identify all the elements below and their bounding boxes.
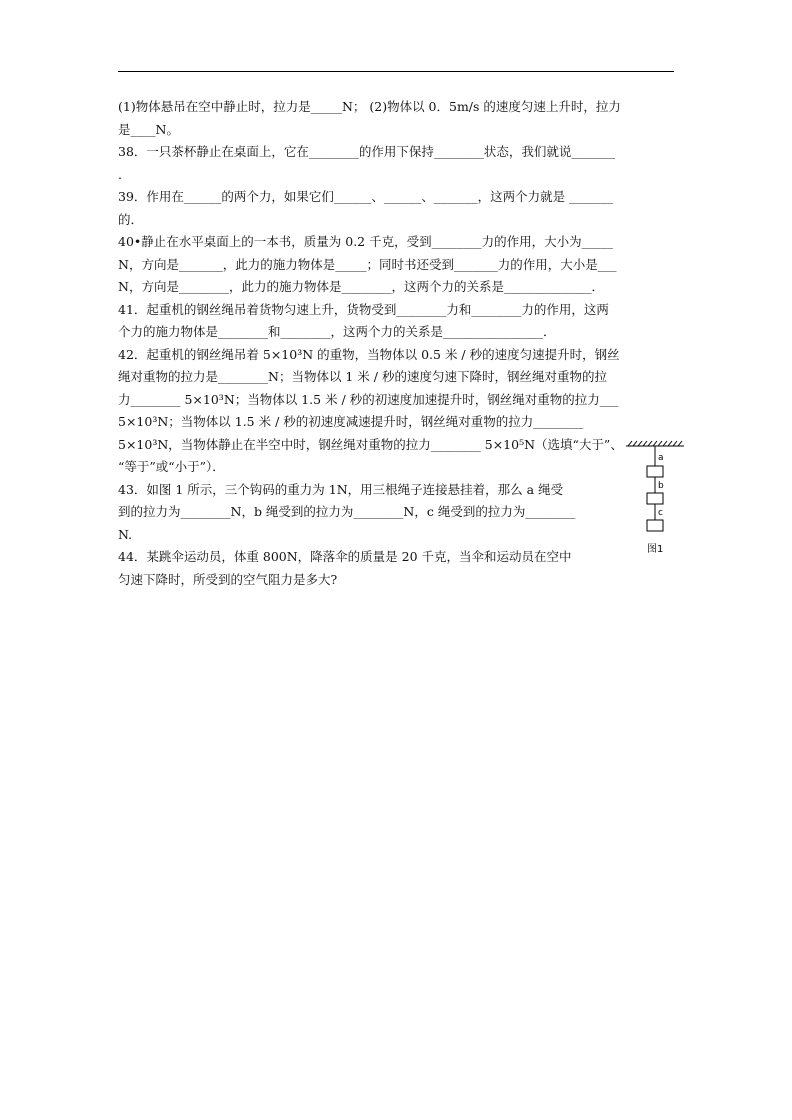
text-line: 39．作用在______的两个力，如果它们______、______、_______，这两个力就是 _______ [118,189,613,204]
text-line: . [118,166,122,182]
ceiling-hatch [626,441,684,446]
label-a: a [658,453,664,463]
hanging-weights-figure [622,438,686,560]
text-line: N，方向是_______，此力的施力物体是_____；同时书还受到_______力的作用，大小是___ [118,256,617,272]
label-b: b [658,481,664,491]
text-line: 42．起重机的钢丝绳吊着 5×10³N 的重物，当物体以 0.5 米 / 秒的速度匀速提升时，钢丝 [118,346,620,362]
text-line: 是____N。 [118,121,179,137]
text-line: 个力的施力物体是________和________，这两个力的关系是________________． [118,324,556,339]
document-body [118,96,674,591]
weight-block [647,520,663,531]
text-line: (1)物体悬吊在空中静止时，拉力是_____N； (2)物体以 0．5m/s 的速度匀速上升时，拉力 [118,99,621,114]
text-line: 5×10³N，当物体静止在半空中时，钢丝绳对重物的拉力________ 5×10⁵N（选填“大于”、 [118,436,623,452]
figure-caption: 图1 [647,544,664,555]
text-line: 44．某跳伞运动员，体重 800N，降落伞的质量是 20 千克，当伞和运动员在空中 [118,549,572,564]
text-line: 力________ 5×10³N；当物体以 1.5 米 / 秒的初速度加速提升时，钢丝绳对重物的拉力___ [118,391,619,407]
text-line: N. [118,526,133,542]
text-line: 到的拉力为________N，b 绳受到的拉力为________N，c 绳受到的拉力为________ [118,504,576,519]
text-line: 匀速下降时，所受到的空气阻力是多大? [118,571,338,587]
text-line: 38．一只茶杯静止在桌面上，它在________的作用下保持________状态，我们就说_______ [118,144,616,159]
text-line: 43．如图 1 所示，三个钩码的重力为 1N，用三根绳子连接悬挂着，那么 a 绳受 [118,481,564,497]
text-line: 40•静止在水平桌面上的一本书，质量为 0.2 千克，受到________力的作用，大小为_____ [118,234,613,249]
header-rule [118,71,674,72]
text-line: N，方向是________，此力的施力物体是________，这两个力的关系是______________． [118,279,604,294]
weight-block [647,493,663,504]
label-c: c [658,508,663,518]
text-line: 绳对重物的拉力是________N；当物体以 1 米 / 秒的速度匀速下降时，钢丝绳对重物的拉 [118,369,607,384]
text-line: 的． [118,211,144,227]
weight-block [647,466,663,477]
text-line: 5×10³N；当物体以 1.5 米 / 秒的初速度减速提升时，钢丝绳对重物的拉力________ [118,414,584,429]
text-line: “等于”或“小于”）． [118,459,225,474]
text-line: 41．起重机的钢丝绳吊着货物匀速上升，货物受到________力和________力的作用，这两 [118,301,609,317]
